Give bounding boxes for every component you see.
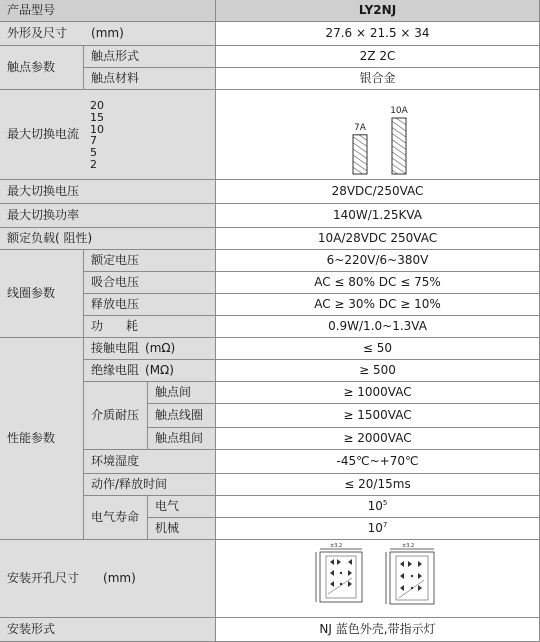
max-power-label: 最大切换功率 [7,207,80,222]
contact-form-label-cell [84,46,216,68]
contact-material-label-cell [84,68,216,90]
performance-group-label: 性能参数 [7,430,56,445]
dimensions-unit: (mm) [91,25,124,40]
insulation-unit: (MΩ) [145,362,174,377]
rated-load-label-cell [0,228,216,250]
pickup-label-cell [84,272,216,294]
electrical-life-value [368,500,388,513]
contact-material-label: 触点材料 [91,70,140,85]
electrical-life-base: 10 [367,498,383,513]
timing-value-cell [216,474,540,496]
mounting-form-value-cell [216,618,540,642]
model-number: LY2NJ [358,2,397,17]
dimensions-label: 外形及尺寸 [7,25,68,40]
max-current-chart-cell [216,90,540,180]
hole-dim-left: ±3.2 [330,543,343,549]
header-value-cell [216,0,540,22]
mechanical-life-value [368,522,388,535]
dielectric-contacts-label: 触点间 [155,384,192,399]
coil-rated-label-cell [84,250,216,272]
coil-group-cell [0,250,84,338]
dielectric-coil-value-cell [216,404,540,428]
electrical-life-label: 电气 [155,498,180,513]
max-current-chart [216,90,539,179]
mounting-hole-diagram-cell [216,540,540,618]
rated-load-value: 10A/28VDC 250VAC [317,230,438,245]
max-voltage-value-cell [216,180,540,204]
mounting-hole-label-cell [0,540,216,618]
dielectric-coil-label-cell [148,404,216,428]
release-value: AC ≥ 30% DC ≥ 10% [314,296,441,311]
dielectric-label-cell [84,382,148,450]
header-label: 产品型号 [7,2,56,17]
insulation-value: ≥ 500 [359,362,396,377]
release-value-cell [216,294,540,316]
humidity-label: 环境湿度 [91,453,140,468]
current-scale-label: 10 [90,122,104,136]
max-voltage-label: 最大切换电压 [7,183,80,198]
bar-10a [392,118,406,174]
coil-rated-value-cell [216,250,540,272]
max-current-label: 最大切换电流 [7,126,80,141]
dielectric-groups-value: ≥ 2000VAC [343,430,412,445]
contacts-group-label: 触点参数 [7,59,56,74]
dimensions-label-cell [0,22,216,46]
dielectric-contacts-value: ≥ 1000VAC [343,384,412,399]
insulation-label: 绝缘电阻 [91,362,140,377]
dielectric-groups-value-cell [216,428,540,450]
contacts-group-cell [0,46,84,90]
dielectric-coil-value: ≥ 1500VAC [343,407,412,422]
coil-power-label: 功 耗 [91,318,138,333]
max-power-label-cell [0,204,216,228]
life-label-cell [84,496,148,540]
contact-resistance-unit: (mΩ) [145,340,176,355]
timing-value: ≤ 20/15ms [344,476,411,491]
max-voltage-label-cell [0,180,216,204]
pickup-label: 吸合电压 [91,274,140,289]
contact-form-value-cell [216,46,540,68]
mounting-form-label-cell [0,618,216,642]
contact-resistance-value-cell [216,338,540,360]
insulation-value-cell [216,360,540,382]
mechanical-life-exp: 7 [382,520,388,529]
mechanical-life-value-cell [216,518,540,540]
max-power-value-cell [216,204,540,228]
timing-label-cell [84,474,216,496]
coil-group-label: 线圈参数 [7,285,56,300]
socket-drawing-left [316,543,362,602]
mounting-hole-label: 安装开孔尺寸 [7,570,80,585]
mounting-form-value: NJ 蓝色外壳,带指示灯 [319,621,436,636]
coil-rated-label: 额定电压 [91,252,140,267]
contact-form-label: 触点形式 [91,48,140,63]
mounting-hole-unit: (mm) [103,570,136,585]
dielectric-contacts-value-cell [216,382,540,404]
humidity-value-cell [216,450,540,474]
mechanical-life-base: 10 [367,520,383,535]
bar-label-10a: 10A [390,106,408,116]
current-scale-label: 7 [90,134,97,148]
insulation-label-cell [84,360,216,382]
header-label-cell [0,0,216,22]
max-voltage-value: 28VDC/250VAC [331,183,424,198]
mechanical-life-label-cell [148,518,216,540]
pickup-value: AC ≤ 80% DC ≤ 75% [314,274,441,289]
contact-form-value: 2Z 2C [359,48,396,63]
rated-load-value-cell [216,228,540,250]
life-label: 电气寿命 [91,509,140,524]
dielectric-groups-label-cell [148,428,216,450]
bar-label-7a: 7A [354,122,366,133]
dimensions-value: 27.6 × 21.5 × 34 [325,25,430,40]
release-label: 释放电压 [91,296,140,311]
dielectric-groups-label: 触点组间 [155,430,204,445]
coil-rated-value: 6~220V/6~380V [326,252,429,267]
current-scale-label: 5 [90,146,97,160]
contact-material-value-cell [216,68,540,90]
socket-drawing-right [386,543,434,604]
coil-power-value-cell [216,316,540,338]
humidity-label-cell [84,450,216,474]
mounting-hole-diagram [216,540,539,617]
current-scale-list [90,100,130,171]
dielectric-label: 介质耐压 [91,407,140,422]
current-scale-label: 2 [90,157,97,171]
mechanical-life-label: 机械 [155,520,180,535]
coil-power-label-cell [84,316,216,338]
mounting-form-label: 安装形式 [7,621,56,636]
electrical-life-label-cell [148,496,216,518]
current-scale-label: 20 [90,99,104,112]
electrical-life-exp: 5 [382,498,388,507]
timing-label: 动作/释放时间 [91,476,168,491]
bar-7a [353,135,367,174]
rated-load-label: 额定负载( 阻性) [7,230,93,245]
electrical-life-value-cell [216,496,540,518]
humidity-value: -45℃~+70℃ [336,453,419,468]
hole-dim-right: ±3.2 [402,543,415,549]
contact-resistance-value: ≤ 50 [362,340,393,355]
release-label-cell [84,294,216,316]
current-scale-label: 15 [90,110,104,124]
contact-resistance-label-cell [84,338,216,360]
contact-resistance-label: 接触电阻 [91,340,140,355]
pickup-value-cell [216,272,540,294]
dielectric-contacts-label-cell [148,382,216,404]
coil-power-value: 0.9W/1.0~1.3VA [328,318,427,333]
dielectric-coil-label: 触点线圈 [155,407,204,422]
dimensions-value-cell [216,22,540,46]
contact-material-value: 银合金 [359,70,396,85]
max-power-value: 140W/1.25KVA [332,207,423,222]
performance-group-cell [0,338,84,540]
